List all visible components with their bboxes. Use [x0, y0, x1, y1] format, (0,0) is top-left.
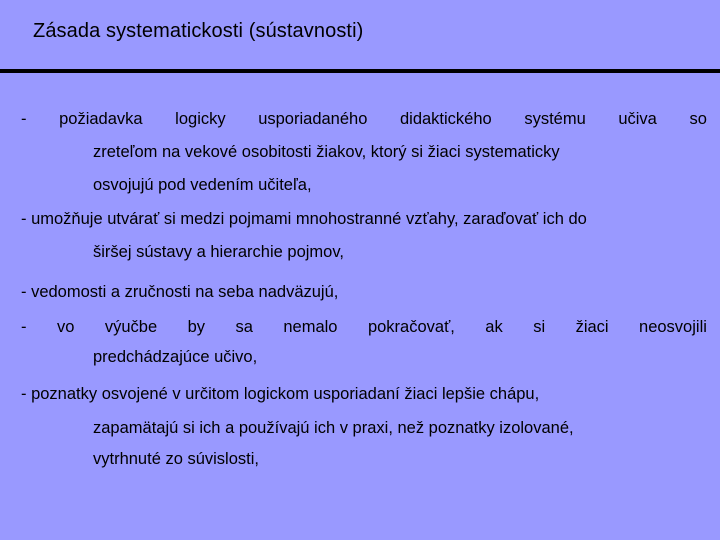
word: usporiadaného — [258, 110, 368, 128]
bullet-1-line-2: zreteľom na vekové osobitosti žiakov, ktorý si žiaci systematicky — [93, 143, 560, 161]
bullet-1-line-1 — [21, 109, 707, 129]
word: so — [689, 110, 707, 128]
word: - — [21, 110, 27, 128]
bullet-2-line-2: širšej sústavy a hierarchie pojmov, — [93, 243, 344, 261]
word: ak — [485, 318, 503, 336]
slide-title: Zásada systematickosti (sústavnosti) — [33, 20, 364, 42]
word: žiaci — [575, 318, 609, 336]
word: výučbe — [104, 318, 158, 336]
bullet-5-line-2: zapamätajú si ich a používajú ich v praxi, než poznatky izolované, — [93, 419, 574, 437]
word: didaktického — [399, 110, 492, 128]
bullet-4-line-2: predchádzajúce učivo, — [93, 348, 258, 366]
word: sa — [235, 318, 253, 336]
bullet-1-line-3: osvojujú pod vedením učiteľa, — [93, 176, 312, 194]
bullet-2-line-1: - umožňuje utvárať si medzi pojmami mnohostranné vzťahy, zaraďovať ich do — [21, 210, 587, 228]
word: vo — [56, 318, 75, 336]
bullet-4-line-1 — [21, 317, 707, 337]
word: požiadavka — [59, 110, 143, 128]
bullet-5-line-3: vytrhnuté zo súvislosti, — [93, 450, 259, 468]
word: logicky — [175, 110, 226, 128]
word: nemalo — [283, 318, 338, 336]
word: si — [533, 318, 546, 336]
word: - — [21, 318, 27, 336]
word: systému — [524, 110, 586, 128]
word: neosvojili — [639, 318, 707, 336]
bullet-5-line-1: - poznatky osvojené v určitom logickom usporiadaní žiaci lepšie chápu, — [21, 385, 540, 403]
word: učiva — [618, 110, 657, 128]
word: pokračovať, — [367, 318, 455, 336]
word: by — [187, 318, 206, 336]
bullet-3-line-1: - vedomosti a zručnosti na seba nadväzujú, — [21, 283, 339, 301]
